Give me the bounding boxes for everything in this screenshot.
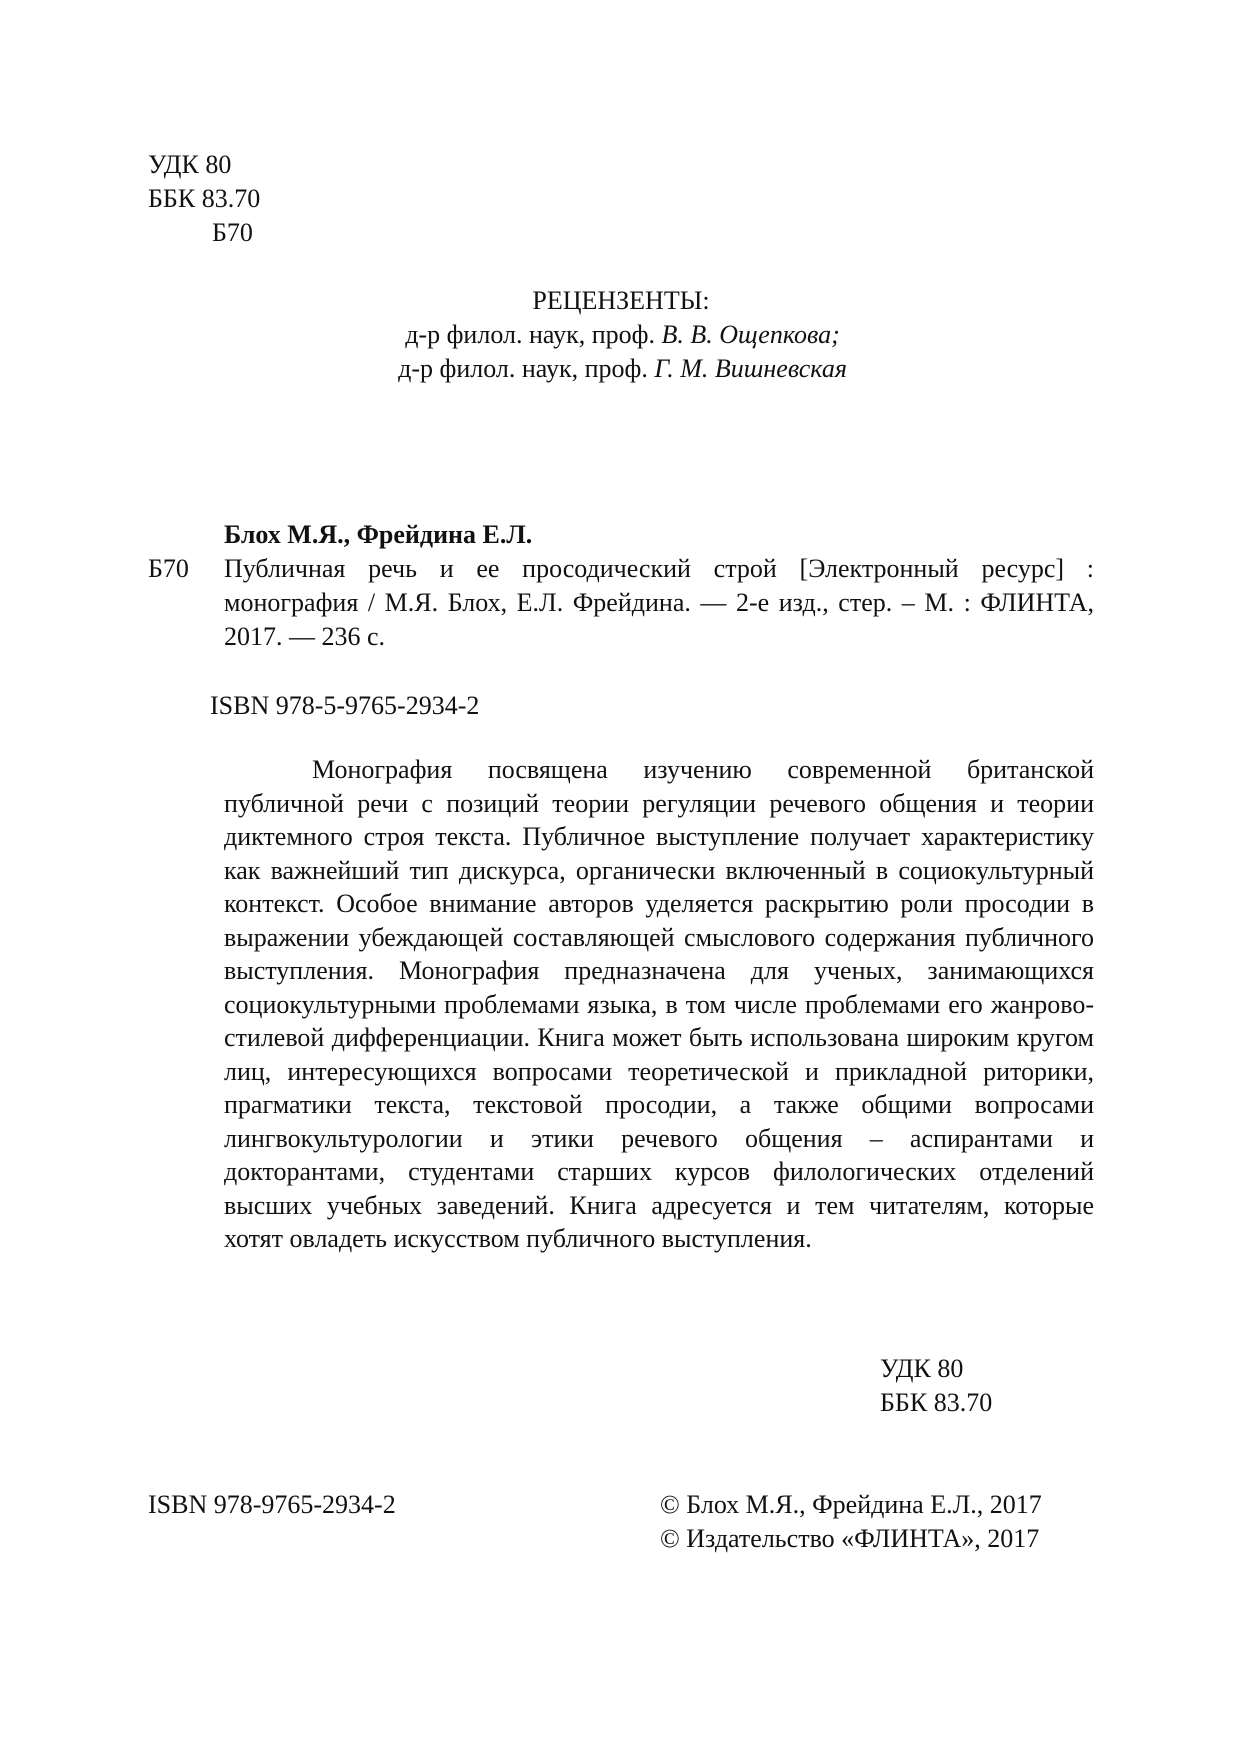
reviewer-1-title: д-р филол. наук, проф. bbox=[405, 320, 662, 349]
copyright-publisher: © Издательство «ФЛИНТА», 2017 bbox=[660, 1524, 1040, 1553]
authors-heading: Блох М.Я., Фрейдина Е.Л. bbox=[224, 520, 533, 549]
bibliographic-description: Публичная речь и ее просодический строй [Электронный ресурс] : монография / М.Я. Блох, Е.Л. Фрейдина. — 2-е изд., стер. – М. : ФЛИНТА, 2017. — 236 с. bbox=[224, 554, 1094, 651]
author-mark: Б70 bbox=[212, 218, 253, 247]
reviewers-heading: РЕЦЕНЗЕНТЫ: bbox=[532, 286, 710, 315]
bbk-code: ББК 83.70 bbox=[148, 184, 261, 213]
isbn: ISBN 978-5-9765-2934-2 bbox=[210, 691, 480, 720]
copyright-authors: © Блох М.Я., Фрейдина Е.Л., 2017 bbox=[660, 1490, 1042, 1519]
reviewer-2-title: д-р филол. наук, проф. bbox=[398, 354, 655, 383]
annotation bbox=[224, 753, 1094, 1256]
annotation-text: Монография посвящена изучению современной британской публичной речи с позиций теории регуляции речевого общения и теории диктемного строя текста. Публичное выступление получает характеристику как важнейший тип дискурса, органически включенный в социокультурный контекст. Особое внимание авторов уделяется раскрытию роли просодии в выражении убеждающей составляющей смыслового содержания публичного выступления. Монография предназначена для ученых, занимающихся социокультурными проблемами языка, в том числе проблемами его жанрово-стилевой дифференциации. Книга может быть использована широким кругом лиц, интересующихся вопросами теоретической и прикладной риторики, прагматики текста, текстовой просодии, а также общими вопросами лингвокультурологии и этики речевого общения – аспирантами и докторантами, студентами старших курсов филологических отделений высших учебных заведений. Книга адресуется и тем читателям, которые хотят овладеть искусством публичного выступления. bbox=[224, 755, 1094, 1253]
reviewers-block bbox=[0, 284, 1241, 386]
classification-codes bbox=[148, 148, 260, 250]
record-author-mark: Б70 bbox=[148, 554, 189, 583]
reviewer-2 bbox=[0, 352, 1241, 386]
copyright-block bbox=[660, 1488, 1042, 1556]
reviewer-2-name: Г. М. Вишневская bbox=[654, 354, 847, 383]
reviewer-1-name: В. В. Ощепкова; bbox=[661, 320, 840, 349]
reviewer-1 bbox=[0, 318, 1241, 352]
classification-codes-bottom bbox=[880, 1352, 992, 1420]
isbn-footer: ISBN 978-9765-2934-2 bbox=[148, 1490, 396, 1519]
bbk-code-bottom: ББК 83.70 bbox=[880, 1388, 993, 1417]
udk-code-bottom: УДК 80 bbox=[880, 1354, 964, 1383]
udk-code: УДК 80 bbox=[148, 150, 232, 179]
